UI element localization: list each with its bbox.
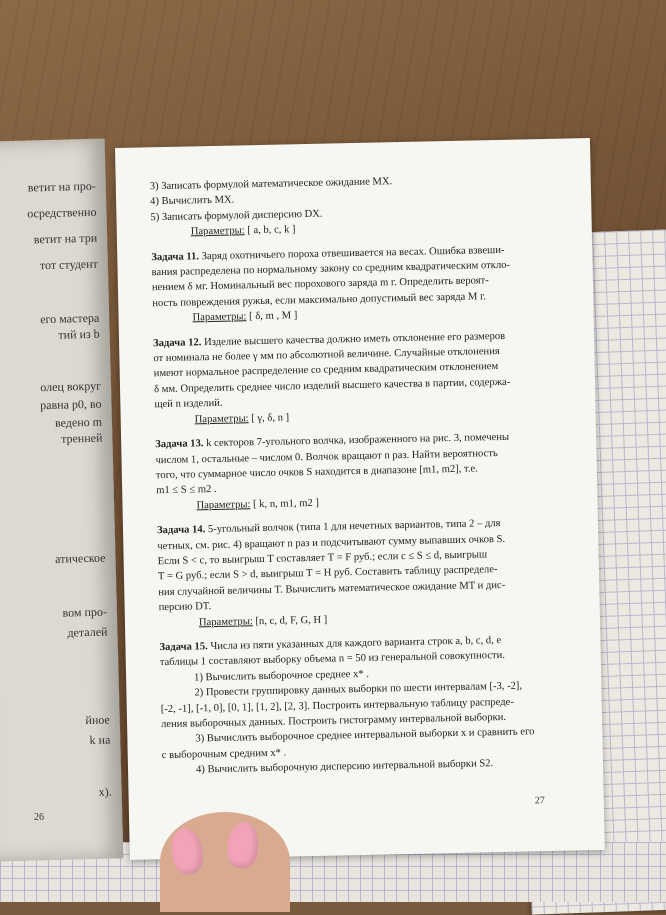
left-page-fragment: равна p0, во <box>40 396 102 413</box>
text-line: Задача 12. Изделие высшего качества должно иметь отклонение его размеров <box>152 330 506 349</box>
parameters-line: Параметры: [ δ, m , M ] <box>192 310 298 324</box>
text-line: [-2, -1], [-1, 0], [0, 1], [1, 2], [2, 3]. Построить интервальную таблицу распреде- <box>160 696 514 715</box>
text-line: 5) Записать формулой дисперсию DX. <box>150 208 323 224</box>
right-page <box>115 138 605 860</box>
parameters-line: Параметры: [ a, b, c, k ] <box>190 224 296 238</box>
left-page-fragment: ведено m <box>54 414 103 430</box>
text-line: ния случайной величины T. Вычислить математическое ожидание MT и дис- <box>158 579 506 598</box>
right-page-number: 27 <box>534 795 545 807</box>
left-page-fragment: олец вокруг <box>40 378 102 395</box>
text-line: m1 ≤ S ≤ m2 . <box>156 484 217 497</box>
left-page-fragment: ветит на три <box>33 230 98 247</box>
text-line: числом 1, остальные – числом 0. Волчок вращают n раз. Найти вероятность <box>155 447 498 466</box>
text-line: с выборочным средним x* . <box>161 747 287 761</box>
text-line: T = G руб.; если S > d, выигрыш T = H руб. Составить таблицу распределе- <box>157 564 498 583</box>
page-content <box>150 170 586 778</box>
text-line: Задача 13. k секторов 7-угольного волчка, изображенного на рис. 3, помечены <box>155 431 510 451</box>
text-line: Задача 11. Заряд охотничьего пороха отвешивается на весах. Ошибка взвеши- <box>151 244 505 263</box>
left-page-number: 26 <box>34 812 44 823</box>
left-page-fragment: его мастера <box>40 310 100 327</box>
text-line: ность повреждения ружья, если максимально допустимый вес заряда M г. <box>152 291 486 310</box>
text-line: четных, см. рис. 4) вращают n раз и подсчитывают сумму выпавших очков S. <box>157 533 506 552</box>
left-page-fragment: атическое <box>54 550 106 566</box>
text-line: Если S < c, то выигрыш T составляет T = F руб.; если c ≤ S ≤ d, выигрыш <box>157 549 488 568</box>
text-line: нением δ мг. Номинальный вес порохового заряда m г. Определить вероят- <box>151 275 489 294</box>
left-page-fragment: тренней <box>60 430 103 446</box>
text-line: Задача 14. 5-угольный волчок (типа 1 для нечетных вариантов, типа 2 – для <box>156 518 501 537</box>
parameters-line: Параметры: [ k, n, m1, m2 ] <box>196 497 320 512</box>
text-line: имеют нормальное распределение со средним квадратическим отклонением <box>153 361 499 380</box>
left-page-fragment: деталей <box>67 624 108 640</box>
left-page-fragment: x). <box>98 784 112 799</box>
left-page-fragment: k на <box>89 732 111 748</box>
text-line: таблицы 1 составляют выборку объема n = 50 из генеральной совокупности. <box>159 650 506 669</box>
left-page-fragment: тот студент <box>39 256 99 273</box>
left-page-fragment: тий из b <box>58 326 100 342</box>
left-page-fragment: осредственно <box>27 204 97 221</box>
left-page-fragment: йное <box>85 712 110 728</box>
left-page <box>0 138 123 861</box>
text-line: 3) Записать формулой математическое ожидание MX. <box>149 176 393 193</box>
text-line: δ мм. Определить среднее число изделий высшего качества в партии, содержа- <box>153 376 511 396</box>
text-line: ления выборочных данных. Построить гистограмму интервальной выборки. <box>160 711 507 731</box>
text-line: от номинала не более γ мм по абсолютной величине. Случайные отклонения <box>153 346 500 365</box>
left-page-fragment: ветит на про- <box>27 178 96 195</box>
text-line: вания распределена по нормальному закону со средним квадратическим откло- <box>151 259 511 279</box>
text-line: щей n изделий. <box>154 398 223 411</box>
left-page-fragment: вом про- <box>62 604 108 620</box>
text-line: 3) Вычислить выборочное среднее интервальной выборки x и сравнить его <box>195 726 535 745</box>
parameters-line: Параметры: [ γ, δ, n ] <box>194 412 290 426</box>
text-line: персию DT. <box>158 601 212 614</box>
text-line: 4) Вычислить выборочную дисперсию интервальной выборки S2. <box>195 758 494 776</box>
text-line: 1) Вычислить выборочное среднее x* . <box>193 668 370 684</box>
text-line: 2) Провести группировку данных выборки по шести интервалам [-3, -2], <box>194 680 523 699</box>
text-line: того, что суммарное число очков S находится в диапазоне [m1, m2], т.е. <box>155 463 478 482</box>
parameters-line: Параметры: [n, c, d, F, G, H ] <box>198 614 328 628</box>
text-line: 4) Вычислить MX. <box>150 194 235 208</box>
text-line: Задача 15. Числа из пяти указанных для каждого варианта строк a, b, c, d, e <box>159 634 502 654</box>
